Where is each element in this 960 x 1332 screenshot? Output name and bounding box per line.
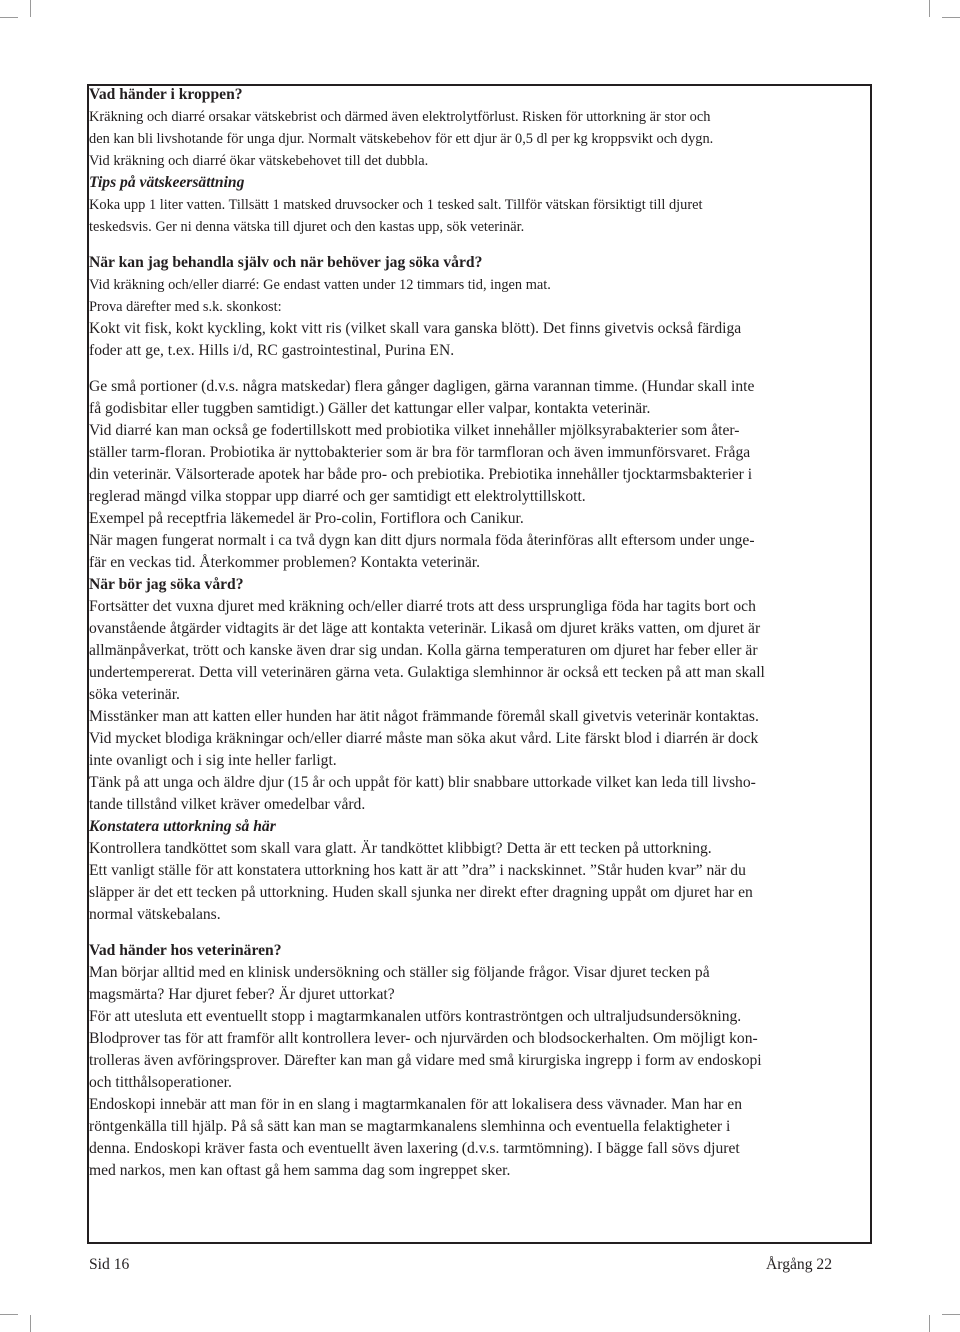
paragraph-gap bbox=[89, 238, 871, 252]
text-line: Kontrollera tandköttet som skall vara glatt. Är tandköttet klibbigt? Detta är ett tecken på uttorkning. bbox=[89, 840, 712, 857]
crop-mark bbox=[929, 0, 930, 17]
text-line: Vid kräkning och/eller diarré: Ge endast vatten under 12 timmars tid, ingen mat. bbox=[89, 277, 551, 293]
text-line: För att utesluta ett eventuellt stopp i magtarmkanalen utförs kontraströntgen och ultraljudsundersökning. bbox=[89, 1008, 742, 1025]
crop-mark bbox=[30, 1315, 31, 1332]
text-line: När magen fungerat normalt i ca två dygn kan ditt djurs normala föda återinföras allt eftersom under unge- bbox=[89, 532, 755, 549]
text-line: Exempel på receptfria läkemedel är Pro-colin, Fortiflora och Canikur. bbox=[89, 510, 524, 527]
text-line: Vid mycket blodiga kräkningar och/eller diarré måste man söka akut vård. Lite färskt blod i diarrén är dock bbox=[89, 730, 759, 747]
text-line: Kräkning och diarré orsakar vätskebrist och därmed även elektrolytförlust. Risken för uttorkning är stor och bbox=[89, 109, 711, 125]
crop-mark bbox=[0, 1314, 18, 1315]
text-line: röntgenkälla till hjälp. På så sätt kan man se magtarmkanalens slemhinna och eventuella felaktigheter i bbox=[89, 1118, 731, 1135]
text-line: normal vätskebalans. bbox=[89, 906, 221, 923]
paragraph-gap bbox=[89, 362, 871, 376]
text-line: Fortsätter det vuxna djuret med kräkning och/eller diarré trots att dess ursprungliga föda har tagits bort och bbox=[89, 598, 756, 615]
text-line: ställer tarm-floran. Probiotika är nyttobakterier som är bra för tarmfloran och även immunförsvaret. Fråga bbox=[89, 444, 751, 461]
text-line: Endoskopi innebär att man för in en slang i magtarmkanalen för att lokalisera dess vävnader. Man har en bbox=[89, 1096, 742, 1113]
page-number: Sid 16 bbox=[89, 1256, 130, 1273]
text-line: teskedsvis. Ger ni denna vätska till djuret och den kastas upp, sök veterinär. bbox=[89, 219, 525, 235]
text-line: din veterinär. Välsorterade apotek har både pro- och prebiotika. Prebiotika innehåller tjocktarmsbakterier i bbox=[89, 466, 753, 483]
text-line: undertempererat. Detta vill veterinären gärna veta. Gulaktiga slemhinnor är också ett tecken på att man skall bbox=[89, 664, 765, 681]
section-heading: När kan jag behandla själv och när behöver jag söka vård? bbox=[89, 254, 483, 271]
text-line: Vid kräkning och diarré ökar vätskebehovet till det dubbla. bbox=[89, 153, 429, 169]
text-line: den kan bli livshotande för unga djur. Normalt vätskebehov för ett djur är 0,5 dl per kg kroppsvikt och dygn. bbox=[89, 131, 714, 147]
crop-mark bbox=[942, 1314, 960, 1315]
text-line: släpper är det ett tecken på uttorkning. Huden skall sjunka ner direkt efter dragning uppåt om djuret har en bbox=[89, 884, 753, 901]
text-line: Prova därefter med s.k. skonkost: bbox=[89, 299, 282, 315]
text-line: Ge små portioner (d.v.s. några matskedar) flera gånger dagligen, gärna varannan timme. (Hundar skall inte bbox=[89, 378, 755, 395]
crop-mark bbox=[30, 0, 31, 17]
text-line: allmänpåverkat, trött och kanske även drar sig undan. Kolla gärna temperaturen om djuret har feber eller är bbox=[89, 642, 758, 659]
text-line: trolleras även avföringsprover. Därefter kan man gå vidare med små kirurgiska ingrepp i form av endoskopi bbox=[89, 1052, 762, 1069]
article-body bbox=[89, 84, 871, 1182]
crop-mark bbox=[0, 17, 18, 18]
text-line: Misstänker man att katten eller hunden har ätit något främmande föremål skall givetvis veterinär kontaktas. bbox=[89, 708, 759, 725]
text-line: ovanstående åtgärder vidtagits är det läge att kontakta veterinär. Likaså om djuret kräks vatten, om djuret är bbox=[89, 620, 761, 637]
crop-mark bbox=[929, 1315, 930, 1332]
paragraph-gap bbox=[89, 926, 871, 940]
text-line: fär en veckas tid. Återkommer problemen? Kontakta veterinär. bbox=[89, 554, 480, 571]
text-line: reglerad mängd vilka stoppar upp diarré och ger samtidigt ett elektrolyttillskott. bbox=[89, 488, 586, 505]
crop-mark bbox=[942, 17, 960, 18]
text-line: Vid diarré kan man också ge fodertillskott med probiotika vilket innehåller mjölksyrabakterier som åter- bbox=[89, 422, 740, 439]
section-heading: När bör jag söka vård? bbox=[89, 576, 244, 593]
page-footer bbox=[89, 1254, 832, 1276]
text-line: Ett vanligt ställe för att konstatera uttorkning hos katt är att ”dra” i nackskinnet. ”Står huden kvar” när du bbox=[89, 862, 746, 879]
text-line: denna. Endoskopi kräver fasta och eventuellt även laxering (d.v.s. tarmtömning). I bägge fall sövs djuret bbox=[89, 1140, 740, 1157]
text-line: Kokt vit fisk, kokt kyckling, kokt vitt ris (vilket skall vara ganska blött). Det finns givetvis också färdiga bbox=[89, 320, 742, 337]
subheading: Konstatera uttorkning så här bbox=[89, 818, 276, 835]
text-line: och titthålsoperationer. bbox=[89, 1074, 232, 1091]
text-line: med narkos, men kan oftast gå hem samma dag som ingreppet sker. bbox=[89, 1162, 511, 1179]
text-line: få godisbitar eller tuggben samtidigt.) Gäller det kattungar eller valpar, kontakta veterinär. bbox=[89, 400, 651, 417]
text-line: inte ovanligt och i sig inte heller farligt. bbox=[89, 752, 337, 769]
section-heading: Vad händer i kroppen? bbox=[89, 86, 243, 103]
text-line: Tänk på att unga och äldre djur (15 år och uppåt för katt) blir snabbare uttorkade vilket kan leda till livsho- bbox=[89, 774, 756, 791]
text-line: söka veterinär. bbox=[89, 686, 180, 703]
volume-label: Årgång 22 bbox=[766, 1256, 832, 1273]
text-line: tande tillstånd vilket kräver omedelbar vård. bbox=[89, 796, 366, 813]
section-heading: Vad händer hos veterinären? bbox=[89, 942, 282, 959]
text-line: Blodprover tas för att framför allt kontrollera lever- och njurvärden och blodsockerhalten. Om möjligt kon- bbox=[89, 1030, 758, 1047]
text-line: magsmärta? Har djuret feber? Är djuret uttorkat? bbox=[89, 986, 395, 1003]
text-line: Koka upp 1 liter vatten. Tillsätt 1 matsked druvsocker och 1 tesked salt. Tillför vätskan försiktigt till djuret bbox=[89, 197, 703, 213]
text-line: Man börjar alltid med en klinisk undersökning och ställer sig följande frågor. Visar djuret tecken på bbox=[89, 964, 710, 981]
text-line: foder att ge, t.ex. Hills i/d, RC gastrointestinal, Purina EN. bbox=[89, 342, 455, 359]
subheading: Tips på vätskeersättning bbox=[89, 174, 245, 191]
